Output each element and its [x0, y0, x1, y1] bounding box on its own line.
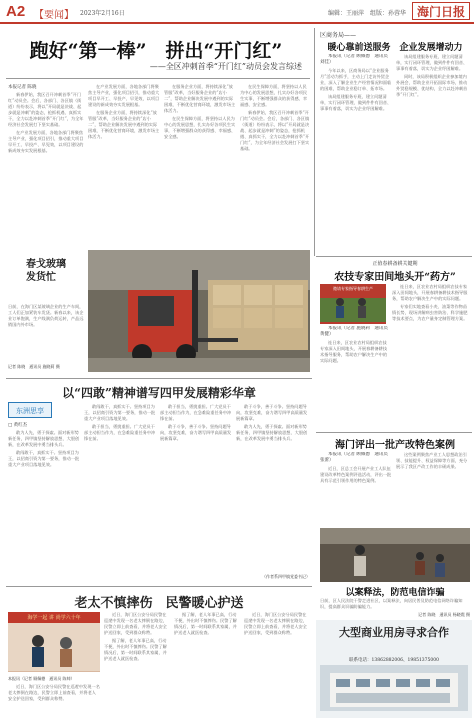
- right-byline: 本报讯（记者 顾佩德 通讯员 刘佳）: [320, 54, 388, 65]
- building-photo-image: [320, 665, 468, 711]
- cases-photo-text: 日前，区人民法院干警走进社区，以案释法，向居民普及防范电信网络诈骗知识，提高群众识骗防骗能力。: [320, 598, 463, 609]
- paragraph: 该局组建服务专班，建立问题清单，实行闭环管理，做到件件有回音、事事有着落，切实为企业纾困解难。: [396, 54, 468, 71]
- newspaper-logo: 海门日报: [412, 2, 470, 20]
- page-number: A2: [6, 3, 26, 20]
- paragraph: 在民生保障方面，将坚持以人民为中心的发展思想，扎实办好各项民生实事，不断增强群众的获得感、幸福感、安全感。: [240, 84, 308, 107]
- police-body-col2: [104, 612, 170, 716]
- paragraph: 新春伊始，我区召开冲刺首季“开门红”动员会。会后，各部门、各区镇（街道）纷纷表示，将以“开局就是决战、起步就是冲刺”的姿态，抢抓机遇、真抓实干，全力以赴冲刺首季“开门红”，为全年经济社会发展打下坚实基础。: [8, 92, 84, 127]
- cases-byline: 本报讯（记者 顾佩德 通讯员 张蕾）: [320, 452, 388, 463]
- paragraph: 敢闯敢干，真抓实干。坚持项目为王，以招商引资为第一要务，推动一批重大产业项目落地见效。: [84, 404, 156, 421]
- warehouse-forklift-image: [88, 250, 310, 372]
- agri-banner: 邀请专家指导春耕生产: [333, 286, 373, 291]
- lead-body-col2: [88, 84, 160, 244]
- paragraph: 敢于担当，勇挑重担。广大党员干部主动担当作为，在急难险重任务中冲锋在前。: [84, 424, 156, 441]
- column-divider: [314, 28, 315, 256]
- divider: [6, 378, 312, 379]
- cases-photo-credit: 记者 陈晓 通讯员 杨晓霞 摄: [418, 612, 470, 617]
- agri-kicker: 正值春耕备耕关键期: [372, 261, 418, 267]
- lead-headline: 跑好“第一棒” 拼出“开门红”: [29, 40, 283, 62]
- divider: [316, 256, 472, 257]
- police-photo-image: [8, 623, 100, 671]
- police-headline: 老太不慎摔伤 民警暖心护送: [74, 596, 244, 611]
- lead-body-col4: [240, 84, 310, 244]
- forklift-photo: [88, 250, 310, 372]
- paragraph: 在服务企业方面，将持续深化“放管服”改革，当好服务企业的“店小二”，帮助企业解决发展中遇到的实际困难，不断优化营商环境，激发市场主体活力。: [164, 84, 236, 113]
- divider: [6, 78, 310, 79]
- paragraph: 连日来，区农业农村局组织农技专家深入田间地头，开展春耕备耕技术指导服务，帮助农户解决生产中的实际问题。: [392, 284, 468, 301]
- lead-body-col1: [8, 92, 84, 244]
- paragraph: 在产业发展方面，各地各部门将聚焦主导产业，强化项目招引，推动重大项目早开工、早投产、早见效，以项目建设的新成效夯实发展根基。: [8, 130, 84, 153]
- divider: [6, 586, 312, 587]
- agri-body-col1: [320, 326, 388, 430]
- paragraph: 专家们实地查看小麦、油菜等作物苗情长势，现场讲解病虫害防治、科学施肥等技术要点，为农户量身定制管理方案。: [392, 304, 468, 321]
- mid-byline: □ 黄红杰: [8, 423, 28, 428]
- right-body-col2: [396, 54, 470, 250]
- paragraph: 今年以来，区商务局以“企业服务月”活动为抓手，主动上门走访外贸企业，深入了解企业生产经营情况和面临的困难，帮助企业稳订单、拓市场。: [320, 68, 392, 91]
- paragraph: 近日，区总工会开展产业工人队伍建设改革特色案例评选活动，评出一批具有示范引领作用的特色案例。: [320, 466, 392, 483]
- paragraph: 同时，该局积极组织企业参加境内外展会，帮助企业开拓国际市场，推动外贸稳规模、优结构，全力以赴冲刺首季“开门红”。: [396, 74, 468, 97]
- cases-headline: 海门评出一批产改特色案例: [335, 440, 455, 451]
- paragraph: 新春伊始，我区召开冲刺首季“开门红”动员会。会后，各部门、各区镇（街道）纷纷表示，将以“开局就是决战、起步就是冲刺”的姿态，抢抓机遇、真抓实干，全力以赴冲刺首季“开门红”，为全年经济社会发展打下坚实基础。: [240, 110, 310, 151]
- paragraph: 近日，海门区公安分局民警在巡逻中发现一名老太摔倒在路边，民警立即上前查看，并将老人安全护送回家，受到群众称赞。: [244, 612, 307, 635]
- lead-body-col3: [164, 84, 236, 244]
- ad-contact: 联系电话：13862882006、19851375000: [349, 658, 439, 663]
- cases-photo-caption: 以案释法，防范电信诈骗: [345, 588, 445, 598]
- right-body-col1: [320, 54, 392, 250]
- classroom-photo-image: [320, 528, 470, 582]
- mid-body-col3: [160, 404, 232, 580]
- court-photo: [320, 528, 470, 582]
- paragraph: 在服务企业方面，将持续深化“放管服”改革，当好服务企业的“店小二”，帮助企业解决发展中遇到的实际困难，不断优化营商环境，激发市场主体活力。: [88, 110, 160, 139]
- mid-body-col2: [84, 404, 156, 580]
- police-body-col1: [8, 684, 100, 718]
- paragraph: 该局组建服务专班，建立问题清单，实行闭环管理，做到件件有回音、事事有着落，切实为企业纾困解难。: [320, 94, 392, 111]
- photo-credit: 记者 陈晓 通讯员 施晓莉 摄: [8, 364, 60, 369]
- paragraph: 据了解，老人年事已高，行动不便，外出时不慎摔伤。民警了解情况后，第一时间联系其家属，并护送老人就医检查。: [174, 612, 237, 635]
- cases-body-col2: [396, 452, 470, 526]
- agri-body-col2: [392, 284, 470, 430]
- lead-byline: 本报记者 陈晓: [8, 85, 37, 90]
- editor-credit: 编辑：王丽萍 组版：孙蓉华: [328, 10, 407, 17]
- police-byline: 本报讯（记者 顾佩德 通讯员 陈帅）: [8, 676, 75, 681]
- photo-caption-title: 春戈玻璃发货忙: [26, 259, 66, 283]
- paragraph: 敢为人先，勇于探索。面对新形势新任务，四甲镇坚持解放思想、大胆创新，在改革发展中勇当排头兵。: [236, 424, 308, 441]
- paragraph: 敢为人先，勇于探索。面对新形势新任务，四甲镇坚持解放思想、大胆创新，在改革发展中勇当排头兵。: [8, 430, 80, 447]
- section-label: 【要闻】: [34, 10, 74, 21]
- field-photo-image: [320, 292, 386, 322]
- commercial-ad: [316, 620, 472, 718]
- ad-text: [320, 643, 468, 657]
- cases-body-col1: [320, 452, 392, 526]
- photo-caption-text: 日前，在海门区某玻璃企业的生产车间，工人们正加紧装车发货。新春以来，该企业订单饱满，生产线满负荷运转，产品远销国内外市场。: [8, 304, 84, 327]
- police-body-col4: [244, 612, 310, 716]
- mid-body-col4: [236, 404, 310, 572]
- paragraph: 敢闯敢干，真抓实干。坚持项目为王，以招商引资为第一要务，推动一批重大产业项目落地见效。: [8, 450, 80, 467]
- paragraph: 敢于斗争，善于斗争。坚持问题导向，攻坚克难，奋力谱写四甲高质量发展新篇章。: [236, 404, 308, 421]
- paragraph: 敢于担当，勇挑重担。广大党员干部主动担当作为，在急难险重任务中冲锋在前。: [160, 404, 232, 421]
- paragraph: 在民生保障方面，将坚持以人民为中心的发展思想，扎实办好各项民生实事，不断增强群众的获得感、幸福感、安全感。: [164, 116, 236, 139]
- agri-byline: 本报讯（记者 施晓莉 通讯员 黄健）: [320, 326, 388, 337]
- paragraph: 敢于斗争，善于斗争。坚持问题导向，攻坚克难，奋力谱写四甲高质量发展新篇章。: [160, 424, 232, 441]
- right-headline: 暖心靠前送服务 企业发展增动力: [327, 43, 463, 53]
- police-photo: [8, 612, 100, 672]
- police-body-col3: [174, 612, 240, 716]
- column-tag: 东洲思享: [8, 402, 52, 418]
- agri-headline: 农技专家田间地头开“药方”: [334, 272, 456, 283]
- paragraph: 据了解，老人年事已高，行动不便，外出时不慎摔伤。民警了解情况后，第一时间联系其家属，并护送老人就医检查。: [104, 638, 167, 661]
- lead-subheadline: ——全区冲刺首季“开门红”动员会发言综述: [149, 62, 302, 71]
- mid-headline: 以“四敢”精神谱写四甲发展精彩华章: [62, 386, 256, 400]
- photo-caption-box: [8, 252, 84, 370]
- police-banner: 海学一起 讲 尚学六十年: [8, 612, 100, 623]
- ad-headline: 大型商业用房寻求合作: [339, 626, 449, 639]
- paragraph: 在产业发展方面，各地各部门将聚焦主导产业，强化项目招引，推动重大项目早开工、早投产、早见效，以项目建设的新成效夯实发展根基。: [88, 84, 160, 107]
- paragraph: 连日来，区农业农村局组织农技专家深入田间地头，开展春耕备耕技术指导服务，帮助农户解决生产中的实际问题。: [320, 340, 388, 363]
- issue-date: 2023年2月16日: [80, 10, 125, 17]
- paragraph: 近日，海门区公安分局民警在巡逻中发现一名老太摔倒在路边，民警立即上前查看，并将老人安全护送回家，受到群众称赞。: [104, 612, 167, 635]
- mid-body-col1: [8, 430, 80, 580]
- agri-photo: [320, 284, 386, 324]
- paragraph: 近日，海门区公安分局民警在巡逻中发现一名老太摔倒在路边，民警立即上前查看，并将老人安全护送回家，受到群众称赞。: [8, 684, 100, 701]
- paragraph: 这些案例聚焦产业工人思想政治引领、技能提升、权益保障等方面，充分展示了我区产改工作的丰硕成果。: [396, 452, 468, 469]
- divider: [316, 432, 472, 433]
- right-kicker: 区商务局——: [320, 32, 357, 39]
- mid-author-note: （作者系四甲镇党委书记）: [262, 574, 310, 579]
